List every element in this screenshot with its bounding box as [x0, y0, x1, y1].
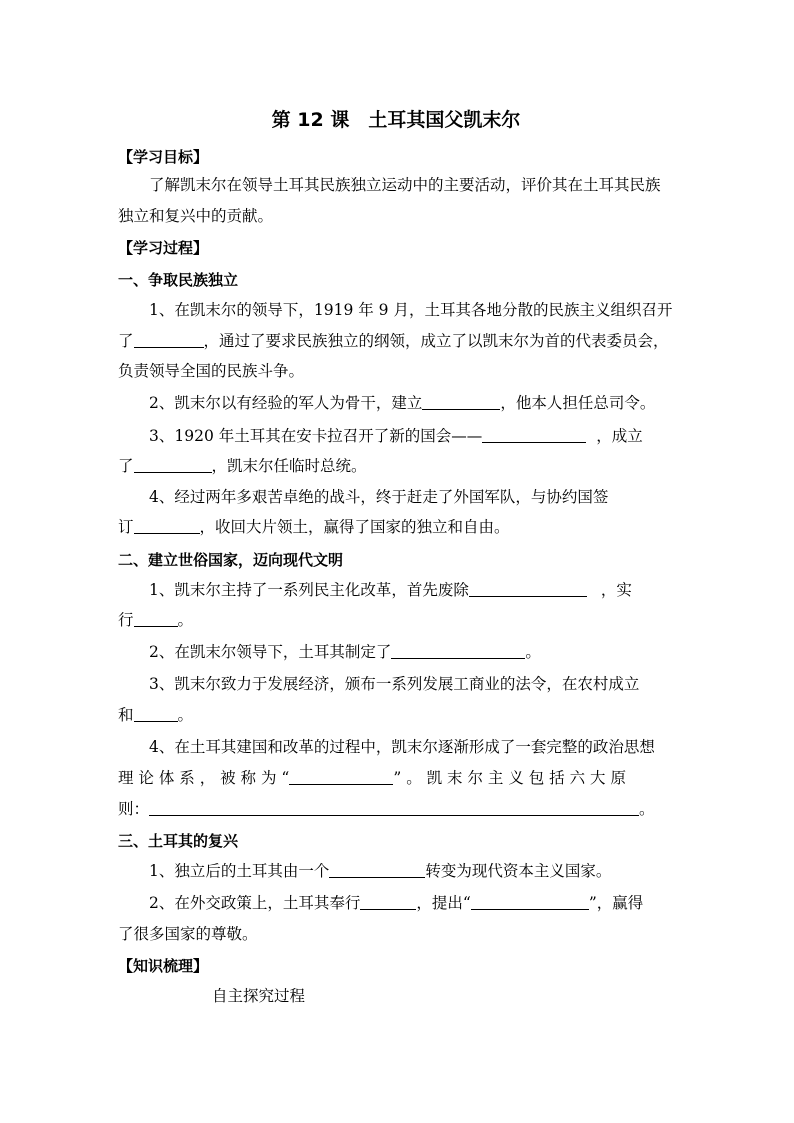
part3-header: 三、土耳其的复兴: [118, 832, 239, 850]
p1-item3: 3、1920 年土耳其在安卡拉召开了新的国会—— ，成立: [149, 427, 643, 445]
fill-blank[interactable]: [134, 458, 212, 473]
goal-header: 【学习目标】: [118, 148, 209, 166]
p1-item3-cont: 了 ，凯末尔任临时总统。: [118, 457, 367, 475]
p2-item2: 2、在凯末尔领导下，土耳其制定了 。: [149, 643, 541, 661]
fill-blank[interactable]: [469, 582, 587, 597]
fill-blank[interactable]: [134, 519, 200, 534]
fill-blank[interactable]: [134, 612, 178, 627]
p1-item2: 2、凯末尔以有经验的军人为骨干，建立 ，他本人担任总司令。: [149, 394, 656, 412]
p1-item4-cont: 订 ，收回大片领土，赢得了国家的独立和自由。: [118, 518, 510, 536]
summary-header: 【知识梳理】: [118, 957, 209, 975]
fill-blank[interactable]: [422, 395, 500, 410]
fill-blank[interactable]: [482, 428, 586, 443]
p2-item3: 3、凯末尔致力于发展经济，颁布一系列发展工商业的法令，在农村成立: [149, 675, 640, 693]
fill-blank[interactable]: [360, 895, 416, 910]
p1-item1: 1、在凯末尔的领导下，1919 年 9 月，土耳其各地分散的民族主义组织召开: [149, 301, 673, 319]
summary-text: 自主探究过程: [212, 987, 306, 1005]
fill-blank[interactable]: [289, 770, 393, 785]
p1-item1-end: 负责领导全国的民族斗争。: [118, 362, 305, 380]
p1-item4: 4、经过两年多艰苦卓绝的战斗，终于赶走了外国军队，与协约国签: [149, 488, 609, 506]
fill-blank[interactable]: [391, 644, 525, 659]
p2-item3-cont: 和 。: [118, 706, 194, 724]
fill-blank[interactable]: [134, 707, 178, 722]
fill-blank[interactable]: [134, 333, 204, 348]
page-title: 第 12 课 土耳其国父凯末尔: [271, 109, 521, 131]
p3-item1: 1、独立后的土耳其由一个 转变为现代资本主义国家。: [149, 862, 612, 880]
p3-item2-cont: 了很多国家的尊敬。: [118, 925, 258, 943]
p2-item4-end: 则： 。: [118, 800, 655, 818]
p2-item1-cont: 行 。: [118, 611, 194, 629]
fill-blank[interactable]: [471, 895, 589, 910]
fill-blank-long[interactable]: [149, 801, 639, 816]
goal-text-cont: 独立和复兴中的贡献。: [118, 207, 274, 225]
goal-text: 了解凯末尔在领导土耳其民族独立运动中的主要活动，评价其在土耳其民族: [149, 176, 661, 194]
part2-header: 二、建立世俗国家，迈向现代文明: [118, 551, 344, 569]
p2-item4-cont: 理 论 体 系 ， 被 称 为 “ ” 。 凯 末 尔 主 义 包 括 六 大 原: [118, 769, 626, 787]
process-header: 【学习过程】: [118, 239, 209, 257]
p2-item1: 1、凯末尔主持了一系列民主化改革，首先废除 ，实: [149, 581, 632, 599]
p2-item4: 4、在土耳其建国和改革的过程中，凯末尔逐渐形成了一套完整的政治思想: [149, 738, 655, 756]
fill-blank[interactable]: [329, 863, 425, 878]
p3-item2: 2、在外交政策上，土耳其奉行 ，提出“ ”，赢得: [149, 894, 644, 912]
p1-item1-cont: 了 ，通过了要求民族独立的纲领，成立了以凯末尔为首的代表委员会，: [118, 332, 669, 350]
part1-header: 一、争取民族独立: [118, 271, 239, 289]
